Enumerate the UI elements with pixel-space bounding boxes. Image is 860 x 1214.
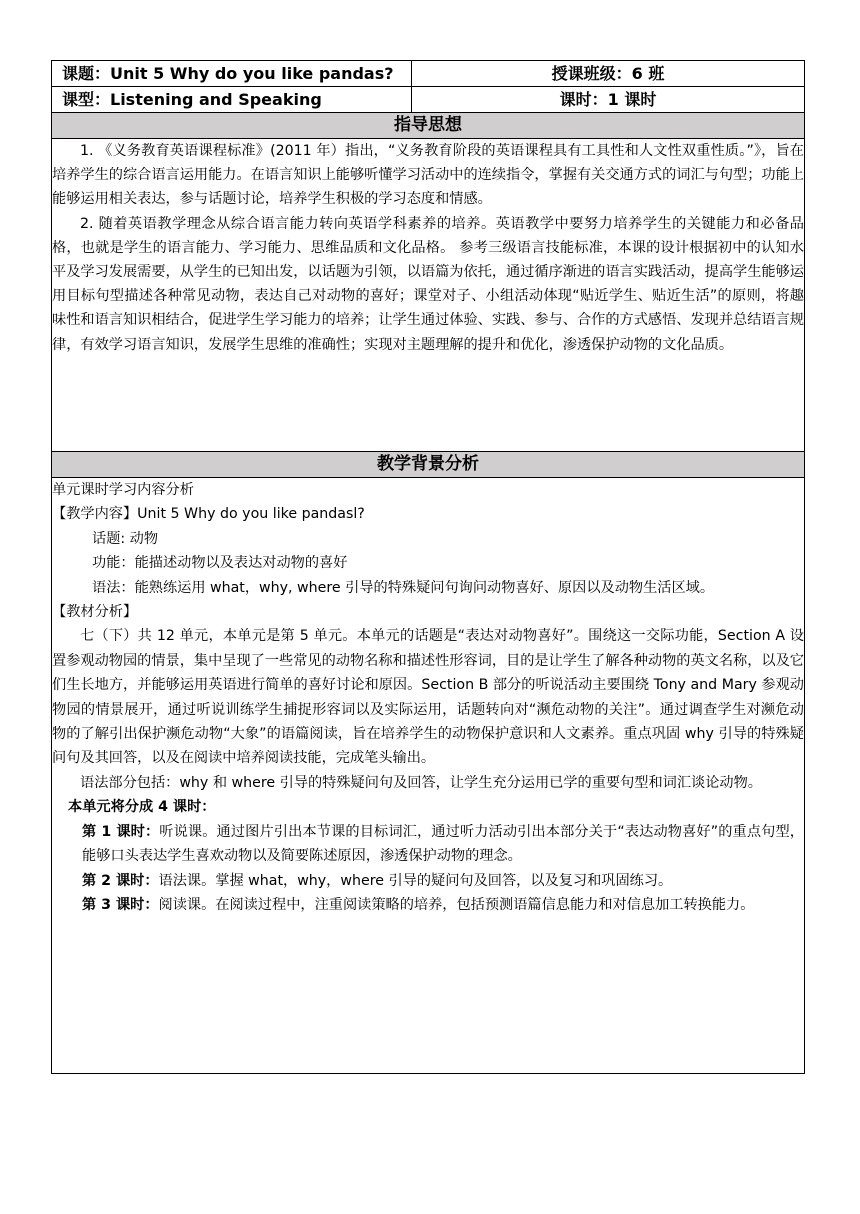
plan-title: 本单元将分成 4 课时： — [68, 799, 216, 816]
guiding-paragraph-2: 2. 随着英语教学理念从综合语言能力转向英语学科素养的培养。英语教学中要努力培养学生的关键能力和必备品格，也就是学生的语言能力、学习能力、思维品质和文化品格。 参考三级语言技能标准，本课的设计根据初中的认知水平及学习发展需要，从学生的已知出发，以话题为引领，以语篇为依托，通过循序渐进的语言实践活动，提高学生能够运用目标句型描述各种常见动物，表达自己对动物的喜好；课堂对子、小组活动体现“贴近学生、贴近生活”的原则，将趣味性和语言知识相结合，促进学生学习能力的培养；让学生通过体验、实践、参与、合作的方式感悟、发现并总结语言规律，有效学习语言知识，发展学生思维的准确性；实现对主题理解的提升和优化，渗透保护动物的文化品质。 — [52, 215, 804, 353]
content-topic: 话题: 动物 — [92, 530, 159, 547]
class-cell: 授课班级：6 班 — [412, 61, 805, 87]
guiding-body-row — [52, 139, 805, 452]
header-row-2 — [52, 87, 805, 113]
lesson-text: 语法课。掌握 what，why，where 引导的疑问句及回答，以及复习和巩固练习。 — [158, 872, 673, 889]
guiding-title-row — [52, 113, 805, 139]
lesson-item — [82, 893, 804, 917]
guiding-paragraph-1: 1. 《义务教育英语课程标准》(2011 年）指出，“义务教育阶段的英语课程具有工具性和人文性双重性质。”》，旨在培养学生的综合语言运用能力。在语言知识上能够听懂学习活动中的连续指令，掌握有关交通方式的词汇与句型；功能上能够运用相关表达，参与话题讨论，培养学生积极的学习态度和情感。 — [52, 143, 804, 208]
lesson-plan-table — [51, 60, 805, 1074]
content-grammar: 语法：能熟练运用 what，why, where 引导的特殊疑问句询问动物喜好、原因以及动物生活区域。 — [92, 579, 715, 596]
lesson-type-cell: 课型：Listening and Speaking — [52, 87, 412, 113]
lesson-text: 阅读课。在阅读过程中，注重阅读策略的培养，包括预测语篇信息能力和对信息加工转换能力。 — [158, 896, 755, 913]
background-title-row — [52, 452, 805, 478]
lesson-label: 第 3 课时： — [82, 896, 159, 913]
background-title: 教学背景分析 — [52, 452, 805, 478]
lesson-label: 第 2 课时： — [82, 872, 159, 889]
topic-cell: 课题：Unit 5 Why do you like pandas? — [52, 61, 412, 87]
lesson-item — [82, 820, 804, 869]
lesson-item — [82, 869, 804, 893]
guiding-title: 指导思想 — [52, 113, 805, 139]
header-row-1 — [52, 61, 805, 87]
document-page — [51, 60, 804, 1074]
hours-cell: 课时：1 课时 — [412, 87, 805, 113]
background-body-row — [52, 478, 805, 1074]
content-label: 【教学内容】Unit 5 Why do you like pandasl? — [52, 506, 365, 523]
lesson-text: 听说课。通过图片引出本节课的目标词汇，通过听力活动引出本部分关于“表达动物喜好”的重点句型，能够口头表达学生喜欢动物以及简要陈述原因，渗透保护动物的理念。 — [82, 823, 804, 865]
content-function: 功能：能描述动物以及表达对动物的喜好 — [92, 555, 348, 572]
lesson-list — [52, 820, 804, 918]
analysis-label: 【教材分析】 — [52, 604, 138, 621]
lesson-label: 第 1 课时： — [82, 823, 160, 840]
background-body — [52, 478, 805, 1074]
background-subtitle: 单元课时学习内容分析 — [52, 482, 194, 498]
analysis-paragraph-1: 七（下）共 12 单元，本单元是第 5 单元。本单元的话题是“表达对动物喜好”。围绕这一交际功能，Section A 设置参观动物园的情景，集中呈现了一些常见的动物名称和描述性形容词，目的是让学生了解各种动物的英文名称，以及它们生长地方，并能够运用英语进行简单的喜好讨论和原因。Section B 部分的听说活动主要围绕 Tony and Mary 参观动物园的情景展开，通过听说训练学生捕捉形容词以及实际运用，话题转向对“濒危动物的关注”。通过调查学生对濒危动物的了解引出保护濒危动物“大象”的语篇阅读，旨在培养学生的动物保护意识和人文素养。重点巩固 why 引导的特殊疑问句及其回答，以及在阅读中培养阅读技能，完成笔头输出。 — [52, 628, 804, 767]
analysis-paragraph-2: 语法部分包括：why 和 where 引导的特殊疑问句及回答，让学生充分运用已学的重要句型和词汇谈论动物。 — [80, 774, 762, 791]
guiding-body — [52, 139, 805, 452]
